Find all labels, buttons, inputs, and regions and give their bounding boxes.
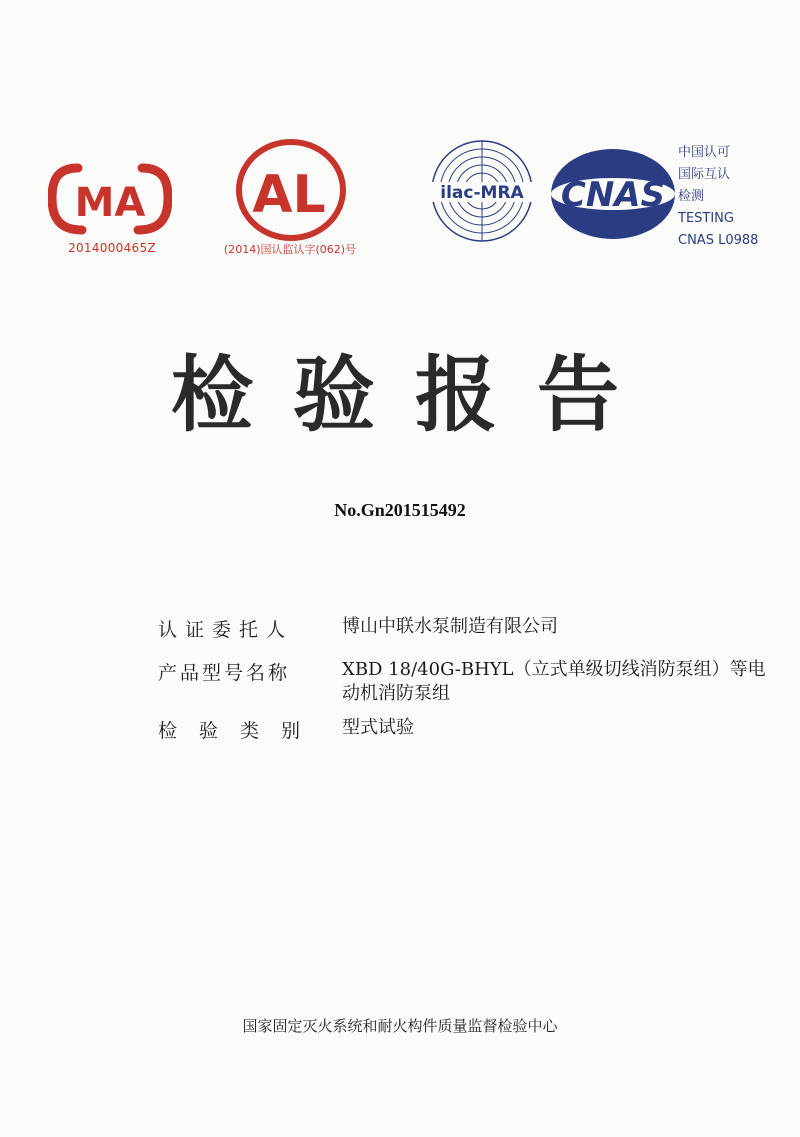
field-value: 型式试验 — [342, 717, 414, 738]
cal-logo-text: AL — [252, 165, 326, 225]
field-label: 认证委托人 — [158, 619, 294, 641]
field-row-product — [158, 658, 778, 706]
cnas-caption — [678, 142, 788, 252]
report-number: No.Gn201515492 — [334, 500, 466, 520]
cnas-logo-text: CNAS — [560, 175, 666, 215]
cnas-logo — [548, 146, 678, 242]
field-label: 检验类别 — [158, 720, 323, 742]
ilac-logo-text: ilac-MRA — [440, 183, 524, 203]
field-value: 博山中联水泵制造有限公司 — [342, 616, 558, 637]
field-value: XBD 18/40G-BHYL（立式单级切线消防泵组）等电动机消防泵组 — [342, 659, 766, 704]
cnas-caption-line: 检测 — [678, 189, 705, 204]
cal-code: (2014)国认监认字(062)号 — [223, 243, 357, 256]
field-label: 产品型号名称 — [158, 662, 291, 684]
cnas-caption-line: CNAS L0988 — [678, 233, 759, 248]
cnas-caption-line: 国际互认 — [678, 167, 731, 182]
page-title: 检验报告 — [170, 348, 659, 443]
cal-logo — [235, 138, 347, 246]
cnas-caption-line: 中国认可 — [678, 145, 731, 160]
cnas-caption-line: TESTING — [678, 211, 734, 226]
cma-logo-text: MA — [74, 180, 146, 226]
issuing-organization: 国家固定灭火系统和耐火构件质量监督检验中心 — [242, 1017, 558, 1035]
ilac-mra-logo — [422, 137, 542, 245]
field-row-test-type — [158, 716, 778, 743]
cma-code: 2014000465Z — [68, 241, 156, 255]
field-row-client — [158, 615, 778, 642]
